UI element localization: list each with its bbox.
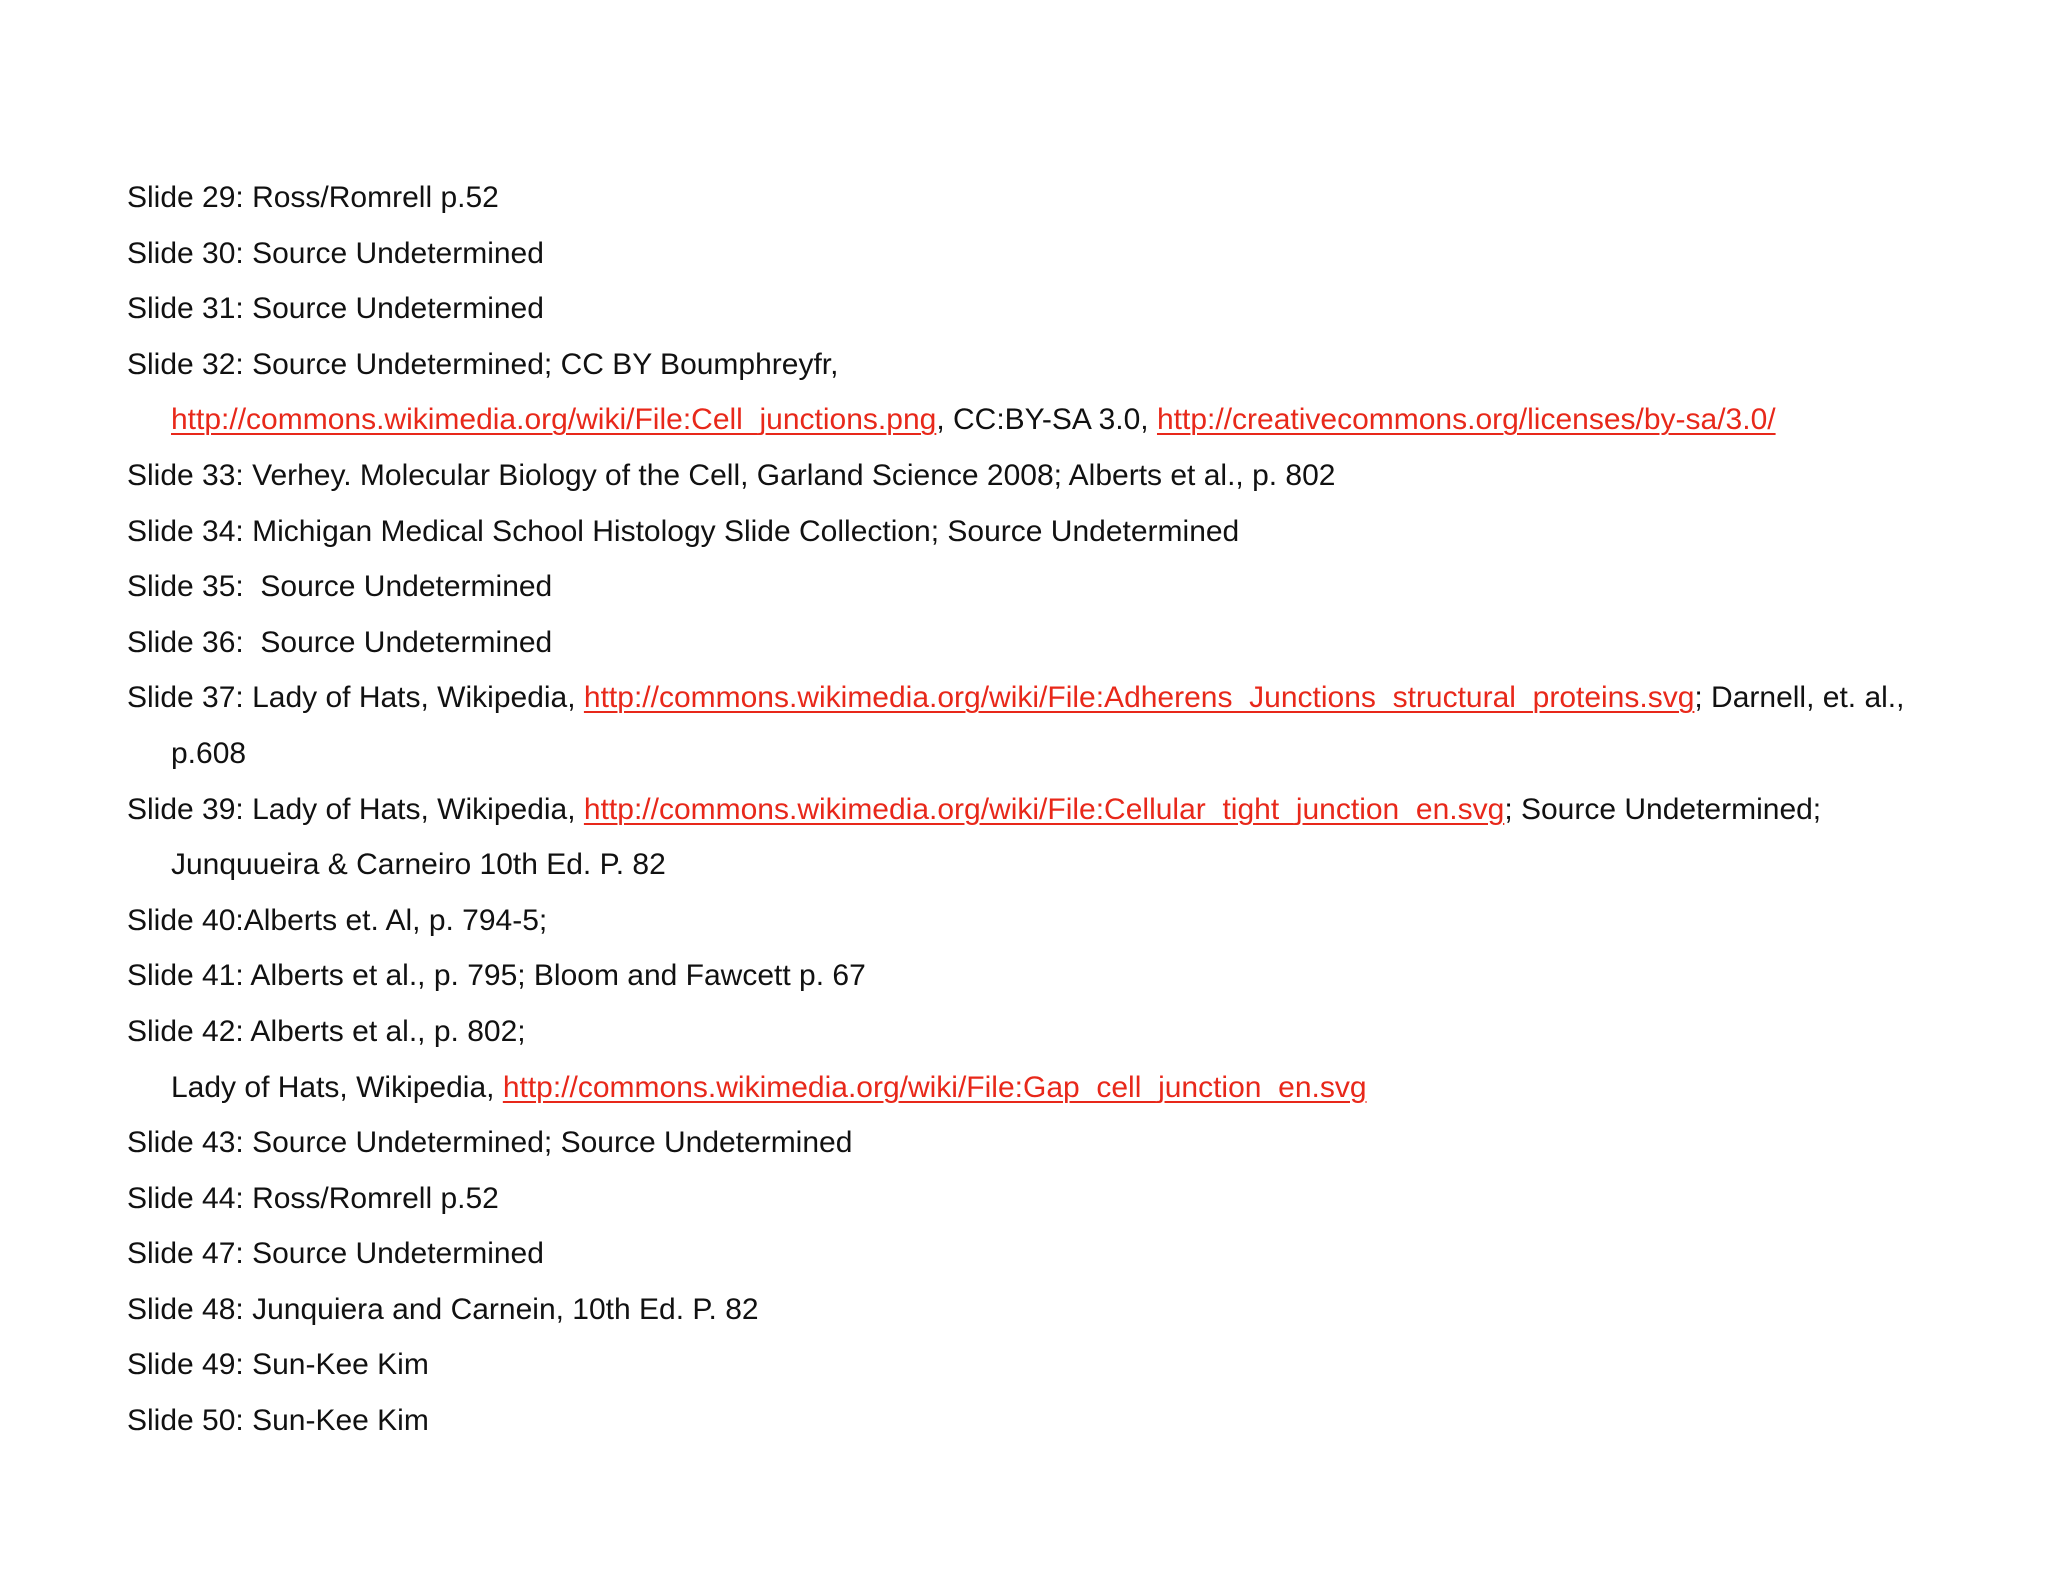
credit-line-slide-48: Slide 48: Junquiera and Carnein, 10th Ed. P. 82 bbox=[127, 1292, 759, 1326]
credit-line-slide-47: Slide 47: Source Undetermined bbox=[127, 1237, 544, 1271]
cc-by-sa-license-link[interactable]: http://creativecommons.org/licenses/by-sa/3.0/ bbox=[1156, 403, 1776, 437]
slide-37-suffix: ; Darnell, et. al., bbox=[1694, 681, 1905, 715]
credit-line-slide-34: Slide 34: Michigan Medical School Histology Slide Collection; Source Undetermined bbox=[127, 514, 1240, 548]
credit-line-slide-39 bbox=[127, 782, 2007, 838]
credit-line-slide-37-continued: p.608 bbox=[171, 736, 247, 770]
credit-line-slide-44: Slide 44: Ross/Romrell p.52 bbox=[127, 1181, 499, 1215]
adherens-junctions-link[interactable]: http://commons.wikimedia.org/wiki/File:Adherens_Junctions_structural_proteins.svg bbox=[583, 681, 1695, 715]
credit-line-slide-41: Slide 41: Alberts et al., p. 795; Bloom and Fawcett p. 67 bbox=[127, 959, 866, 993]
credit-line-slide-37 bbox=[127, 670, 2007, 726]
credit-line-slide-49: Slide 49: Sun-Kee Kim bbox=[127, 1348, 429, 1382]
credit-line-slide-42-continued bbox=[127, 1060, 2007, 1116]
credit-line-slide-42: Slide 42: Alberts et al., p. 802; bbox=[127, 1014, 526, 1048]
cell-junctions-link[interactable]: http://commons.wikimedia.org/wiki/File:Cell_junctions.png bbox=[171, 403, 937, 437]
attribution-list bbox=[127, 170, 2007, 1449]
tight-junction-link[interactable]: http://commons.wikimedia.org/wiki/File:Cellular_tight_junction_en.svg bbox=[583, 792, 1505, 826]
credit-line-slide-30: Slide 30: Source Undetermined bbox=[127, 236, 544, 270]
credit-line-slide-43: Slide 43: Source Undetermined; Source Undetermined bbox=[127, 1126, 853, 1160]
credit-line-slide-39-continued: Junquueira & Carneiro 10th Ed. P. 82 bbox=[171, 848, 666, 882]
credit-line-slide-33: Slide 33: Verhey. Molecular Biology of the Cell, Garland Science 2008; Alberts et al., p. 802 bbox=[127, 458, 1336, 492]
credit-line-slide-29: Slide 29: Ross/Romrell p.52 bbox=[127, 181, 499, 214]
gap-junction-link[interactable]: http://commons.wikimedia.org/wiki/File:Gap_cell_junction_en.svg bbox=[502, 1070, 1367, 1104]
credit-line-slide-36: Slide 36: Source Undetermined bbox=[127, 625, 553, 659]
credit-line-slide-31: Slide 31: Source Undetermined bbox=[127, 292, 544, 326]
credit-line-slide-32-continued bbox=[127, 392, 2007, 448]
credit-line-slide-32: Slide 32: Source Undetermined; CC BY Boumphreyfr, bbox=[127, 347, 839, 381]
credit-line-slide-35: Slide 35: Source Undetermined bbox=[127, 570, 553, 604]
license-text: , CC:BY-SA 3.0, bbox=[936, 403, 1157, 437]
slide-42-cont-prefix: Lady of Hats, Wikipedia, bbox=[171, 1070, 503, 1104]
credit-line-slide-50: Slide 50: Sun-Kee Kim bbox=[127, 1404, 429, 1438]
slide-39-suffix: ; Source Undetermined; bbox=[1504, 792, 1822, 826]
slide-39-prefix: Slide 39: Lady of Hats, Wikipedia, bbox=[127, 792, 584, 826]
slide-37-prefix: Slide 37: Lady of Hats, Wikipedia, bbox=[127, 681, 584, 715]
credit-line-slide-40: Slide 40:Alberts et. Al, p. 794-5; bbox=[127, 903, 548, 937]
